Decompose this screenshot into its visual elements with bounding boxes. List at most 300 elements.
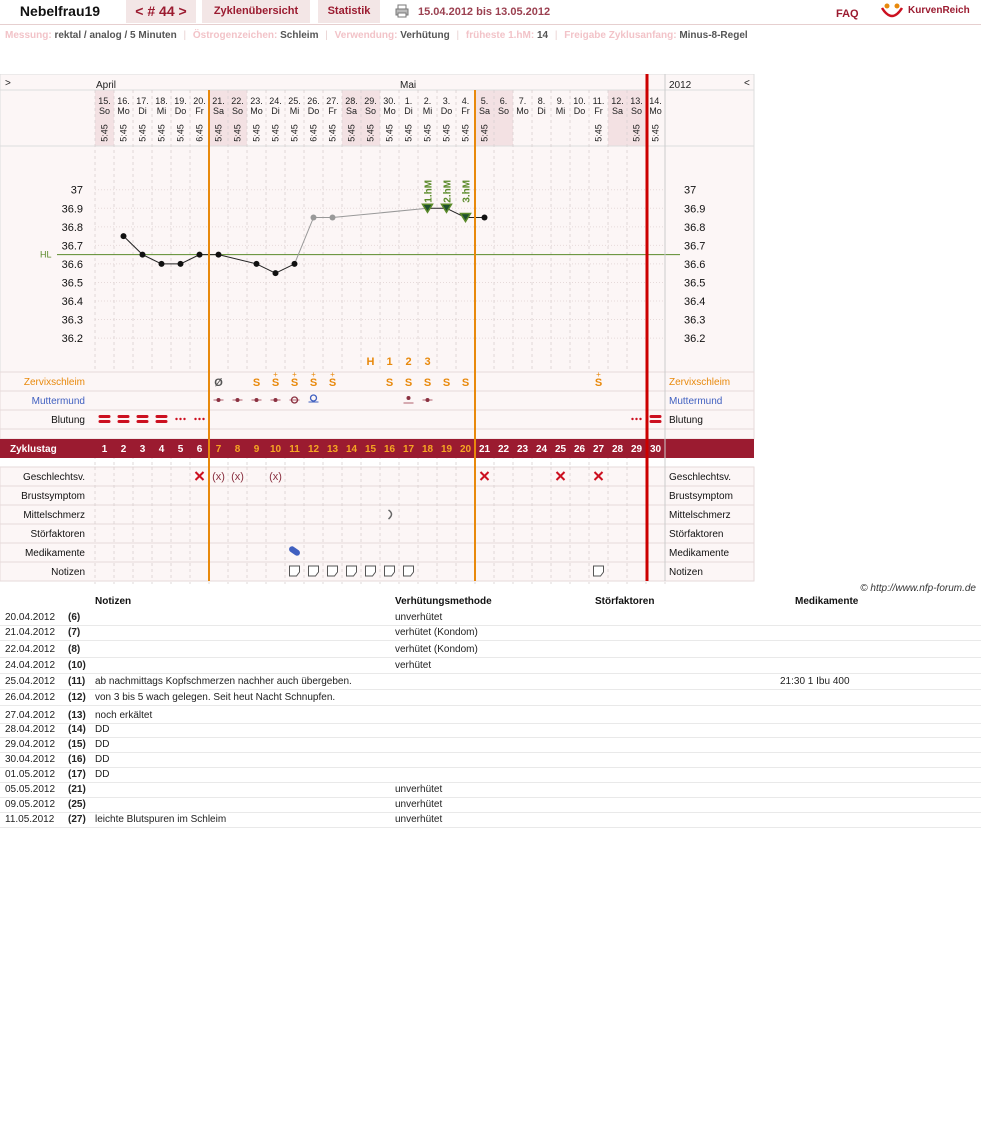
cycle-day-number: 23 [516, 444, 529, 455]
weekday-label: So [98, 106, 111, 116]
weekday-label: Mo [383, 106, 396, 116]
note-row [0, 658, 981, 674]
temperature-point [330, 215, 336, 221]
note-row [0, 737, 981, 753]
row-background [0, 505, 754, 524]
note-icon [404, 566, 414, 576]
note-cycle-day: (6) [68, 612, 81, 623]
row-label-right: Störfaktoren [669, 529, 724, 540]
note-method: verhütet [395, 660, 432, 671]
tab-cycle-overview[interactable]: Zyklenübersicht [202, 0, 310, 23]
cycle-day-number: 20 [459, 444, 472, 455]
bleeding-mark [650, 420, 662, 423]
note-cycle-day: (15) [68, 739, 86, 750]
note-cycle-day: (14) [68, 724, 86, 735]
note-text: DD [95, 724, 110, 735]
time-label: 5:45 [479, 124, 490, 142]
note-row [0, 797, 981, 813]
peak-day-label: 2 [405, 356, 412, 368]
peak-day-label: 1 [386, 356, 393, 368]
note-row [0, 767, 981, 783]
stoer-header: Störfaktoren [595, 596, 655, 607]
weekday-label: So [630, 106, 643, 116]
protected-intercourse-mark: (x) [269, 471, 282, 483]
oestrogen-value: Schleim [280, 30, 319, 41]
note-row [0, 690, 981, 706]
y-tick-label-left: 36.6 [61, 258, 83, 271]
cycle-chart [0, 74, 760, 584]
y-tick-label-right: 36.9 [684, 203, 706, 216]
month-label: Mai [400, 80, 417, 91]
note-icon [366, 566, 376, 576]
note-date: 20.04.2012 [5, 612, 56, 623]
date-label: 19. [174, 96, 187, 106]
time-label: 6:45 [308, 124, 319, 142]
date-label: 10. [573, 96, 586, 106]
note-cycle-day: (16) [68, 754, 86, 765]
date-range: 15.04.2012 bis 13.05.2012 [418, 6, 551, 18]
weekday-label: Di [537, 106, 546, 116]
cycle-day-number: 12 [307, 444, 320, 455]
note-date: 11.05.2012 [5, 814, 55, 825]
weekday-label: Sa [478, 106, 491, 116]
cycle-day-number: 7 [215, 444, 222, 455]
row-label-right: Zervixschleim [669, 377, 731, 388]
date-label: 12. [611, 96, 624, 106]
date-label: 2. [423, 96, 432, 106]
date-label: 20. [193, 96, 206, 106]
row-background [0, 524, 754, 543]
note-date: 29.04.2012 [5, 739, 56, 750]
spotting-dot [639, 418, 641, 420]
note-cycle-day: (25) [68, 799, 86, 810]
method-header: Verhütungsmethode [395, 596, 492, 607]
cycle-day-number: 1 [101, 444, 108, 455]
row-background [0, 429, 754, 439]
weekday-label: Mo [250, 106, 263, 116]
weekday-label: Do [307, 106, 320, 116]
note-cycle-day: (17) [68, 769, 86, 780]
username-title: Nebelfrau19 [0, 0, 120, 23]
cycle-day-number: 13 [326, 444, 339, 455]
cycle-day-number: 24 [535, 444, 548, 455]
time-label: 5:45 [441, 124, 452, 142]
bleeding-mark [118, 415, 130, 418]
row-background [0, 372, 754, 391]
note-icon [347, 566, 357, 576]
tab-statistics[interactable]: Statistik [318, 0, 380, 23]
y-tick-label-right: 36.2 [684, 333, 706, 346]
bleeding-mark [99, 420, 111, 423]
row-label-right: Notizen [669, 567, 703, 578]
spotting-dot [194, 418, 196, 420]
date-label: 26. [307, 96, 320, 106]
note-medication: 21:30 1 Ibu 400 [780, 676, 850, 687]
weekday-label: Sa [212, 106, 225, 116]
y-tick-label-left: 36.4 [61, 296, 83, 308]
time-label: 5:45 [270, 124, 281, 142]
y-tick-label-left: 36.7 [61, 240, 83, 253]
weekday-label: Do [573, 106, 586, 116]
cervix-plus: + [273, 370, 278, 379]
cervix-plus: + [292, 370, 297, 379]
time-label: 5:45 [99, 124, 110, 142]
weekday-label: Di [138, 106, 147, 116]
note-cycle-day: (8) [68, 644, 81, 655]
cycle-day-number: 9 [253, 444, 260, 455]
cycle-day-number: 17 [402, 444, 415, 455]
note-row [0, 782, 981, 798]
y-tick-label-right: 36.7 [684, 240, 706, 253]
cycle-day-number: 18 [421, 444, 434, 455]
note-method: unverhütet [395, 612, 443, 623]
oestrogen-label: Östrogenzeichen: [192, 30, 278, 41]
note-date: 05.05.2012 [5, 784, 56, 795]
protected-intercourse-mark: (x) [231, 471, 244, 483]
y-tick-label-left: 36.3 [61, 314, 83, 327]
weekday-label: Mo [649, 106, 662, 116]
cycle-day-number: 27 [592, 444, 605, 455]
freigabe-value: Minus-8-Regel [679, 30, 748, 41]
y-tick-label-left: 36.5 [61, 277, 83, 290]
time-label: 5:45 [251, 124, 262, 142]
cycle-day-number: 25 [554, 444, 567, 455]
row-background [0, 486, 754, 505]
cervix-symbol: Ø [214, 377, 223, 389]
row-label-left: Notizen [51, 567, 85, 578]
time-label: 5:45 [289, 124, 300, 142]
weekday-label: Fr [195, 106, 204, 116]
note-cycle-day: (11) [68, 676, 86, 687]
spotting-dot [175, 418, 177, 420]
y-tick-label-left: 37 [70, 184, 83, 197]
time-label: 5:45 [403, 124, 414, 142]
date-label: 30. [383, 96, 396, 106]
cervix-symbol: S [423, 377, 432, 389]
peak-day-label: 3 [424, 356, 431, 368]
bleeding-mark [137, 415, 149, 418]
cervix-position-dot [407, 396, 411, 400]
copyright-text: © http://www.nfp-forum.de [860, 583, 976, 594]
temperature-point [121, 233, 127, 239]
note-row [0, 812, 981, 828]
note-method: unverhütet [395, 799, 443, 810]
cervix-symbol: S [461, 377, 470, 389]
note-text: leichte Blutspuren im Schleim [95, 814, 227, 825]
note-date: 30.04.2012 [5, 754, 56, 765]
note-cycle-day: (21) [68, 784, 86, 795]
time-label: 5:45 [175, 124, 186, 142]
note-row [0, 674, 981, 690]
note-date: 09.05.2012 [5, 799, 56, 810]
weekday-label: Fr [461, 106, 470, 116]
verwendung-label: Verwendung: [334, 30, 398, 41]
cervix-position-dot [236, 398, 240, 402]
note-cycle-day: (7) [68, 627, 81, 638]
logo-text: KurvenReich [908, 5, 970, 16]
row-background [0, 391, 754, 410]
cycle-day-number: 30 [649, 444, 662, 455]
note-text: ab nachmittags Kopfschmerzen nachher auch übergeben. [95, 676, 352, 687]
date-label: 25. [288, 96, 301, 106]
date-label: 7. [518, 96, 527, 106]
date-label: 14. [649, 96, 662, 106]
date-label: 4. [461, 96, 470, 106]
row-label-left: Mittelschmerz [23, 510, 85, 521]
note-date: 22.04.2012 [5, 644, 56, 655]
note-text: von 3 bis 5 wach gelegen. Seit heut Nacht Schnupfen. [95, 692, 336, 703]
row-label-left: Muttermund [31, 396, 85, 407]
cervix-symbol: S [385, 377, 394, 389]
spotting-dot [179, 418, 181, 420]
cervix-plus: + [330, 370, 335, 379]
time-label: 5:45 [384, 124, 395, 142]
y-tick-label-right: 36.8 [684, 221, 706, 234]
top-bar [0, 0, 981, 25]
date-label: 22. [231, 96, 244, 106]
nav-right-arrow: < [744, 78, 750, 89]
kurvenreich-logo[interactable] [880, 2, 980, 22]
note-icon [594, 566, 604, 576]
note-text: noch erkältet [95, 710, 153, 721]
note-cycle-day: (10) [68, 660, 86, 671]
cervix-symbol: S [404, 377, 413, 389]
cervix-symbol: S [252, 377, 261, 389]
bleeding-mark [137, 420, 149, 423]
date-label: 18. [155, 96, 168, 106]
weekday-label: Di [404, 106, 413, 116]
date-label: 13. [630, 96, 643, 106]
note-date: 24.04.2012 [5, 660, 56, 671]
temperature-point [197, 252, 203, 258]
y-tick-label-left: 36.2 [61, 333, 83, 346]
weekday-label: Mi [156, 106, 167, 116]
date-label: 23. [250, 96, 263, 106]
hm-label: 3.hM [461, 179, 473, 203]
time-label: 5:45 [631, 124, 642, 142]
temperature-point [140, 252, 146, 258]
hm-label: 1.hM [423, 179, 435, 203]
time-label: 5:45 [593, 124, 604, 142]
row-label-right: Medikamente [669, 548, 730, 559]
note-row [0, 752, 981, 768]
cycle-day-number: 5 [177, 444, 184, 455]
cervix-symbol: S [290, 377, 299, 389]
bleeding-mark [650, 415, 662, 418]
date-label: 16. [117, 96, 130, 106]
note-text: DD [95, 739, 110, 750]
time-label: 5:45 [156, 124, 167, 142]
y-tick-label-left: 36.8 [61, 221, 83, 234]
faq-link[interactable]: FAQ [836, 8, 859, 20]
hm-value: 14 [536, 30, 549, 41]
row-label-right: Muttermund [669, 396, 723, 407]
note-row [0, 625, 981, 641]
note-date: 25.04.2012 [5, 676, 56, 687]
printer-icon[interactable] [395, 4, 409, 18]
note-date: 26.04.2012 [5, 692, 56, 703]
date-label: 28. [345, 96, 358, 106]
date-label: 27. [326, 96, 339, 106]
spotting-dot [202, 418, 204, 420]
bleeding-mark [156, 420, 168, 423]
y-tick-label-right: 36.4 [684, 296, 706, 308]
date-label: 24. [269, 96, 282, 106]
peak-day-label: H [366, 356, 375, 368]
row-label-right: Blutung [669, 415, 703, 426]
logo-icon [880, 2, 904, 22]
row-label-right: Mittelschmerz [669, 510, 731, 521]
date-label: 8. [537, 96, 546, 106]
y-tick-label-right: 36.3 [684, 314, 706, 327]
note-icon [290, 566, 300, 576]
weekday-label: Fr [328, 106, 337, 116]
weekday-label: Mo [516, 106, 529, 116]
cervix-position-dot [426, 398, 430, 402]
time-label: 5:45 [137, 124, 148, 142]
cycle-day-title: Zyklustag [10, 444, 57, 455]
note-date: 28.04.2012 [5, 724, 56, 735]
note-method: verhütet (Kondom) [395, 627, 478, 638]
weekday-label: Mo [117, 106, 130, 116]
cervix-plus: + [596, 370, 601, 379]
note-row [0, 642, 981, 658]
row-label-left: Geschlechtsv. [22, 472, 85, 483]
cervix-symbol: S [442, 377, 451, 389]
weekday-label: Sa [611, 106, 624, 116]
temperature-point [292, 261, 298, 267]
temperature-point [311, 215, 317, 221]
weekday-label: So [231, 106, 244, 116]
cycle-day-number: 22 [497, 444, 510, 455]
cervix-plus: + [311, 370, 316, 379]
temperature-point [273, 270, 279, 276]
cycle-day-number: 4 [158, 444, 165, 455]
weekday-label: Do [174, 106, 187, 116]
note-method: verhütet (Kondom) [395, 644, 478, 655]
time-label: 5:45 [213, 124, 224, 142]
year-label: 2012 [669, 80, 692, 91]
weekday-label: Mi [289, 106, 300, 116]
cervix-symbol: S [594, 377, 603, 389]
date-label: 15. [98, 96, 111, 106]
date-label: 9. [556, 96, 565, 106]
cycle-day-number: 11 [289, 444, 300, 455]
weekday-label: Di [271, 106, 280, 116]
temperature-point [159, 261, 165, 267]
row-label-left: Zervixschleim [23, 377, 85, 388]
date-label: 21. [212, 96, 225, 106]
cervix-symbol: S [271, 377, 280, 389]
row-label-left: Brustsymptom [21, 491, 85, 502]
note-date: 21.04.2012 [5, 627, 56, 638]
row-label-right: Brustsymptom [669, 491, 733, 502]
note-cycle-day: (12) [68, 692, 86, 703]
note-row [0, 722, 981, 738]
date-label: 1. [404, 96, 413, 106]
spotting-dot [635, 418, 637, 420]
freigabe-label: Freigabe Zyklusanfang: [564, 30, 677, 41]
bleeding-mark [156, 415, 168, 418]
time-label: 5:45 [460, 124, 471, 142]
cervix-position-dot [217, 398, 221, 402]
spotting-dot [631, 418, 633, 420]
date-label: 29. [364, 96, 377, 106]
bleeding-mark [118, 420, 130, 423]
cycle-day-number: 14 [345, 444, 358, 455]
time-label: 5:45 [422, 124, 433, 142]
weekday-label: So [497, 106, 510, 116]
weekday-label: Fr [594, 106, 603, 116]
cycle-day-number: 15 [364, 444, 377, 455]
time-label: 5:45 [232, 124, 243, 142]
row-background [0, 467, 754, 486]
cervix-symbol: S [328, 377, 337, 389]
cycle-day-number: 19 [440, 444, 453, 455]
y-tick-label-right: 36.6 [684, 258, 706, 271]
note-row [0, 610, 981, 626]
y-tick-label-right: 37 [684, 184, 697, 197]
cervix-position-dot [255, 398, 259, 402]
verwendung-value: Verhütung [400, 30, 450, 41]
month-label: April [96, 80, 117, 91]
y-tick-label-right: 36.5 [684, 277, 706, 290]
nav-left-arrow: > [5, 78, 11, 89]
row-label-right: Geschlechtsv. [669, 472, 732, 483]
row-background [0, 543, 754, 562]
hm-label: 2.hM [442, 179, 454, 203]
weekday-label: Mi [555, 106, 566, 116]
messung-label: Messung: [5, 30, 52, 41]
weekday-label: Mi [422, 106, 433, 116]
weekday-label: Do [440, 106, 453, 116]
date-label: 5. [480, 96, 489, 106]
hm-label: früheste 1.hM: [465, 30, 535, 41]
row-label-left: Blutung [51, 415, 85, 426]
notes-header: Notizen [95, 596, 132, 607]
cycle-day-number: 21 [478, 444, 491, 455]
cycle-day-number: 16 [383, 444, 396, 455]
temperature-point [216, 252, 222, 258]
note-text: DD [95, 754, 110, 765]
cycle-navigator[interactable]: < # 44 > [126, 0, 196, 23]
cycle-day-number: 8 [234, 444, 241, 455]
note-date: 01.05.2012 [5, 769, 56, 780]
time-label: 6:45 [194, 124, 205, 142]
weekday-label: Sa [345, 106, 358, 116]
note-cycle-day: (13) [68, 710, 86, 721]
note-date: 27.04.2012 [5, 710, 56, 721]
coverline-label: HL [40, 249, 52, 260]
cervix-symbol: S [309, 377, 318, 389]
note-method: unverhütet [395, 784, 443, 795]
bleeding-mark [99, 415, 111, 418]
cycle-day-number: 28 [611, 444, 624, 455]
row-background [0, 562, 754, 581]
note-icon [385, 566, 395, 576]
time-label: 5:45 [118, 124, 129, 142]
time-label: 5:45 [327, 124, 338, 142]
date-label: 17. [136, 96, 149, 106]
note-text: DD [95, 769, 110, 780]
y-tick-label-left: 36.9 [61, 203, 83, 216]
temperature-point [254, 261, 260, 267]
row-label-left: Störfaktoren [30, 529, 85, 540]
row-label-left: Medikamente [24, 548, 85, 559]
note-icon [328, 566, 338, 576]
medi-header: Medikamente [795, 596, 859, 607]
note-icon [309, 566, 319, 576]
